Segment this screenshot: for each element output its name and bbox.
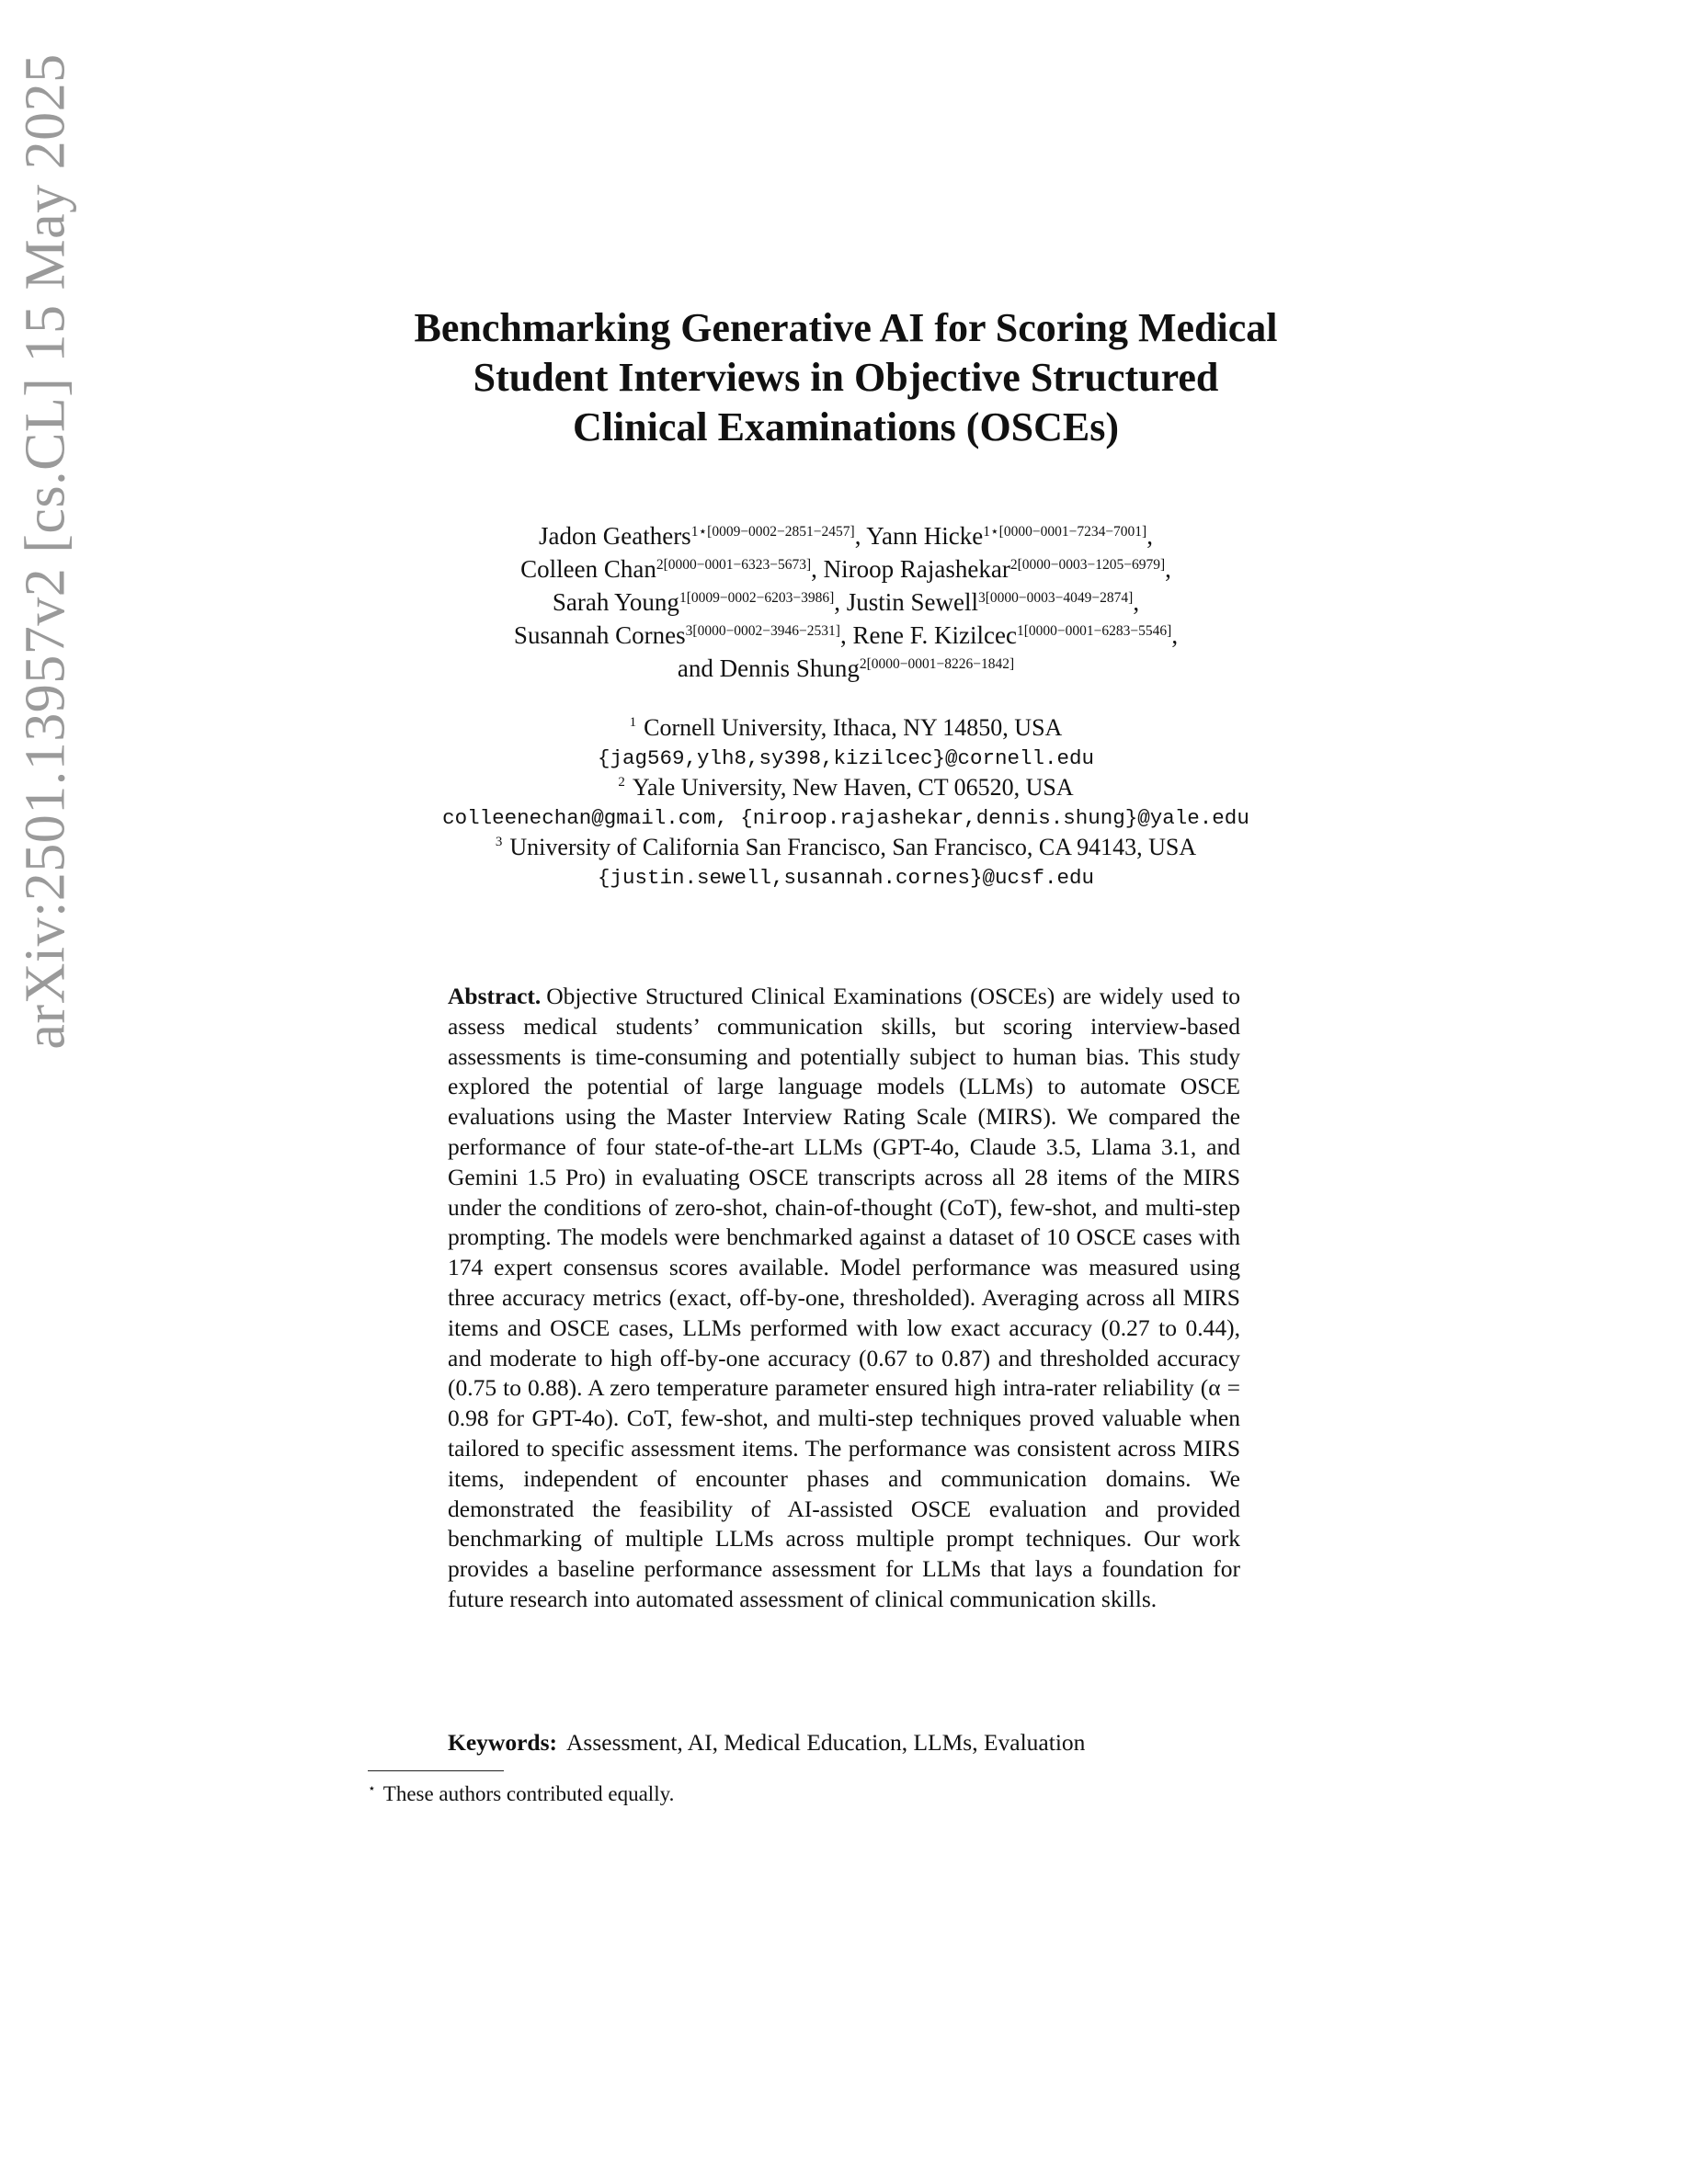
affiliation-institution xyxy=(349,713,1342,744)
affiliation-emails: {justin.sewell,susannah.cornes}@ucsf.edu xyxy=(597,865,1095,890)
affiliation-name: University of California San Francisco, San Francisco, CA 94143, USA xyxy=(509,834,1197,860)
author-separator: , xyxy=(1165,555,1171,583)
keywords-text: Assessment, AI, Medical Education, LLMs, Evaluation xyxy=(565,1729,1086,1756)
arxiv-identifier: arXiv:2501.13957v2 [cs.CL] 15 May 2025 xyxy=(14,53,77,1050)
author-name: and Dennis Shung xyxy=(677,654,860,682)
abstract xyxy=(448,982,1240,1615)
author-name: Justin Sewell xyxy=(846,588,979,616)
author-line xyxy=(349,519,1342,552)
author-line xyxy=(349,586,1342,619)
affiliation-institution xyxy=(349,773,1342,803)
author-name: Sarah Young xyxy=(552,588,679,616)
author-separator: , xyxy=(1171,621,1179,649)
abstract-label: Abstract. xyxy=(448,983,542,1009)
author-orcid: 1[0000−0001−6283−5546] xyxy=(1017,623,1172,639)
title-line: Student Interviews in Objective Structured xyxy=(473,355,1219,400)
footnote-text: These authors contributed equally. xyxy=(382,1782,675,1805)
author-name: Niroop Rajashekar xyxy=(823,555,1010,583)
author-separator: , xyxy=(1146,522,1153,550)
author-orcid: 1⋆[0000−0001−7234−7001] xyxy=(983,524,1147,540)
author-separator: , xyxy=(854,522,867,550)
author-orcid: 2[0000−0003−1205−6979] xyxy=(1009,557,1166,573)
author-list xyxy=(349,519,1342,685)
author-name: Susannah Cornes xyxy=(513,621,686,649)
author-orcid: 1⋆[0009−0002−2851−2457] xyxy=(690,524,855,540)
affiliation-list xyxy=(349,713,1342,893)
abstract-text: Objective Structured Clinical Examinations (OSCEs) are widely used to assess medical students’ communication skills, but scoring interview-based assessments is time-consuming and potentially subject to human bias. This study explored the potential of large language models (LLMs) to automate OSCE evaluations using the Master Interview Rating Scale (MIRS). We compared the performance of four state-of-the-art LLMs (GPT-4o, Claude 3.5, Llama 3.1, and Gemini 1.5 Pro) in evaluating OSCE transcripts across all 28 items of the MIRS under the conditions of zero-shot, chain-of-thought (CoT), few-shot, and multi-step prompting. The models were benchmarked against a dataset of 10 OSCE cases with 174 expert consensus scores available. Model performance was measured using three accuracy metrics (exact, off-by-one, thresholded). Averaging across all MIRS items and OSCE cases, LLMs performed with low exact accuracy (0.27 to 0.44), and moderate to high off-by-one accuracy (0.67 to 0.87) and thresholded accuracy (0.75 to 0.88). A zero temperature parameter ensured high intra-rater reliability (α = 0.98 for GPT-4o). CoT, few-shot, and multi-step techniques proved valuable when tailored to specific assessment items. The performance was consistent across MIRS items, independent of encounter phases and communication domains. We demonstrated the feasibility of AI-assisted OSCE evaluation and provided benchmarking of multiple LLMs across multiple prompt techniques. Our work provides a baseline performance assessment for LLMs that lays a foundation for future research into automated assessment of clinical communication skills. xyxy=(448,983,1240,1612)
title-line: Clinical Examinations (OSCEs) xyxy=(572,404,1120,449)
keywords-label: Keywords: xyxy=(448,1729,557,1756)
author-separator: , xyxy=(1133,588,1140,616)
author-orcid: 2[0000−0001−8226−1842] xyxy=(859,656,1015,672)
affiliation-number: 1 xyxy=(629,715,637,730)
footnote xyxy=(368,1780,1195,1808)
author-orcid: 1[0009−0002−6203−3986] xyxy=(679,590,835,606)
author-separator: , xyxy=(834,588,847,616)
author-line xyxy=(349,619,1342,652)
affiliation-name: Cornell University, Ithaca, NY 14850, USA xyxy=(644,714,1063,741)
keywords xyxy=(448,1728,1275,1757)
author-separator: , xyxy=(811,555,824,583)
author-name: Yann Hicke xyxy=(866,522,984,550)
author-separator: , xyxy=(839,621,853,649)
title-line: Benchmarking Generative AI for Scoring Medical xyxy=(414,305,1278,350)
affiliation-name: Yale University, New Haven, CT 06520, USA xyxy=(632,774,1074,801)
author-orcid: 2[0000−0001−6323−5673] xyxy=(656,557,812,573)
affiliation-emails: colleenechan@gmail.com, {niroop.rajashekar,dennis.shung}@yale.edu xyxy=(442,805,1249,830)
paper-title xyxy=(349,303,1342,452)
affiliation-emails: {jag569,ylh8,sy398,kizilcec}@cornell.edu xyxy=(597,745,1095,770)
author-orcid: 3[0000−0003−4049−2874] xyxy=(978,590,1134,606)
affiliation-institution xyxy=(349,833,1342,863)
author-line xyxy=(349,652,1342,685)
affiliation-number: 3 xyxy=(495,835,503,849)
affiliation-number: 2 xyxy=(618,775,625,790)
author-name: Colleen Chan xyxy=(520,555,656,583)
author-name: Jadon Geathers xyxy=(539,522,691,550)
author-orcid: 3[0000−0002−3946−2531] xyxy=(685,623,840,639)
footnote-rule xyxy=(368,1770,504,1771)
author-line xyxy=(349,552,1342,586)
footnote-mark: ⋆ xyxy=(368,1782,376,1796)
author-name: Rene F. Kizilcec xyxy=(852,621,1017,649)
